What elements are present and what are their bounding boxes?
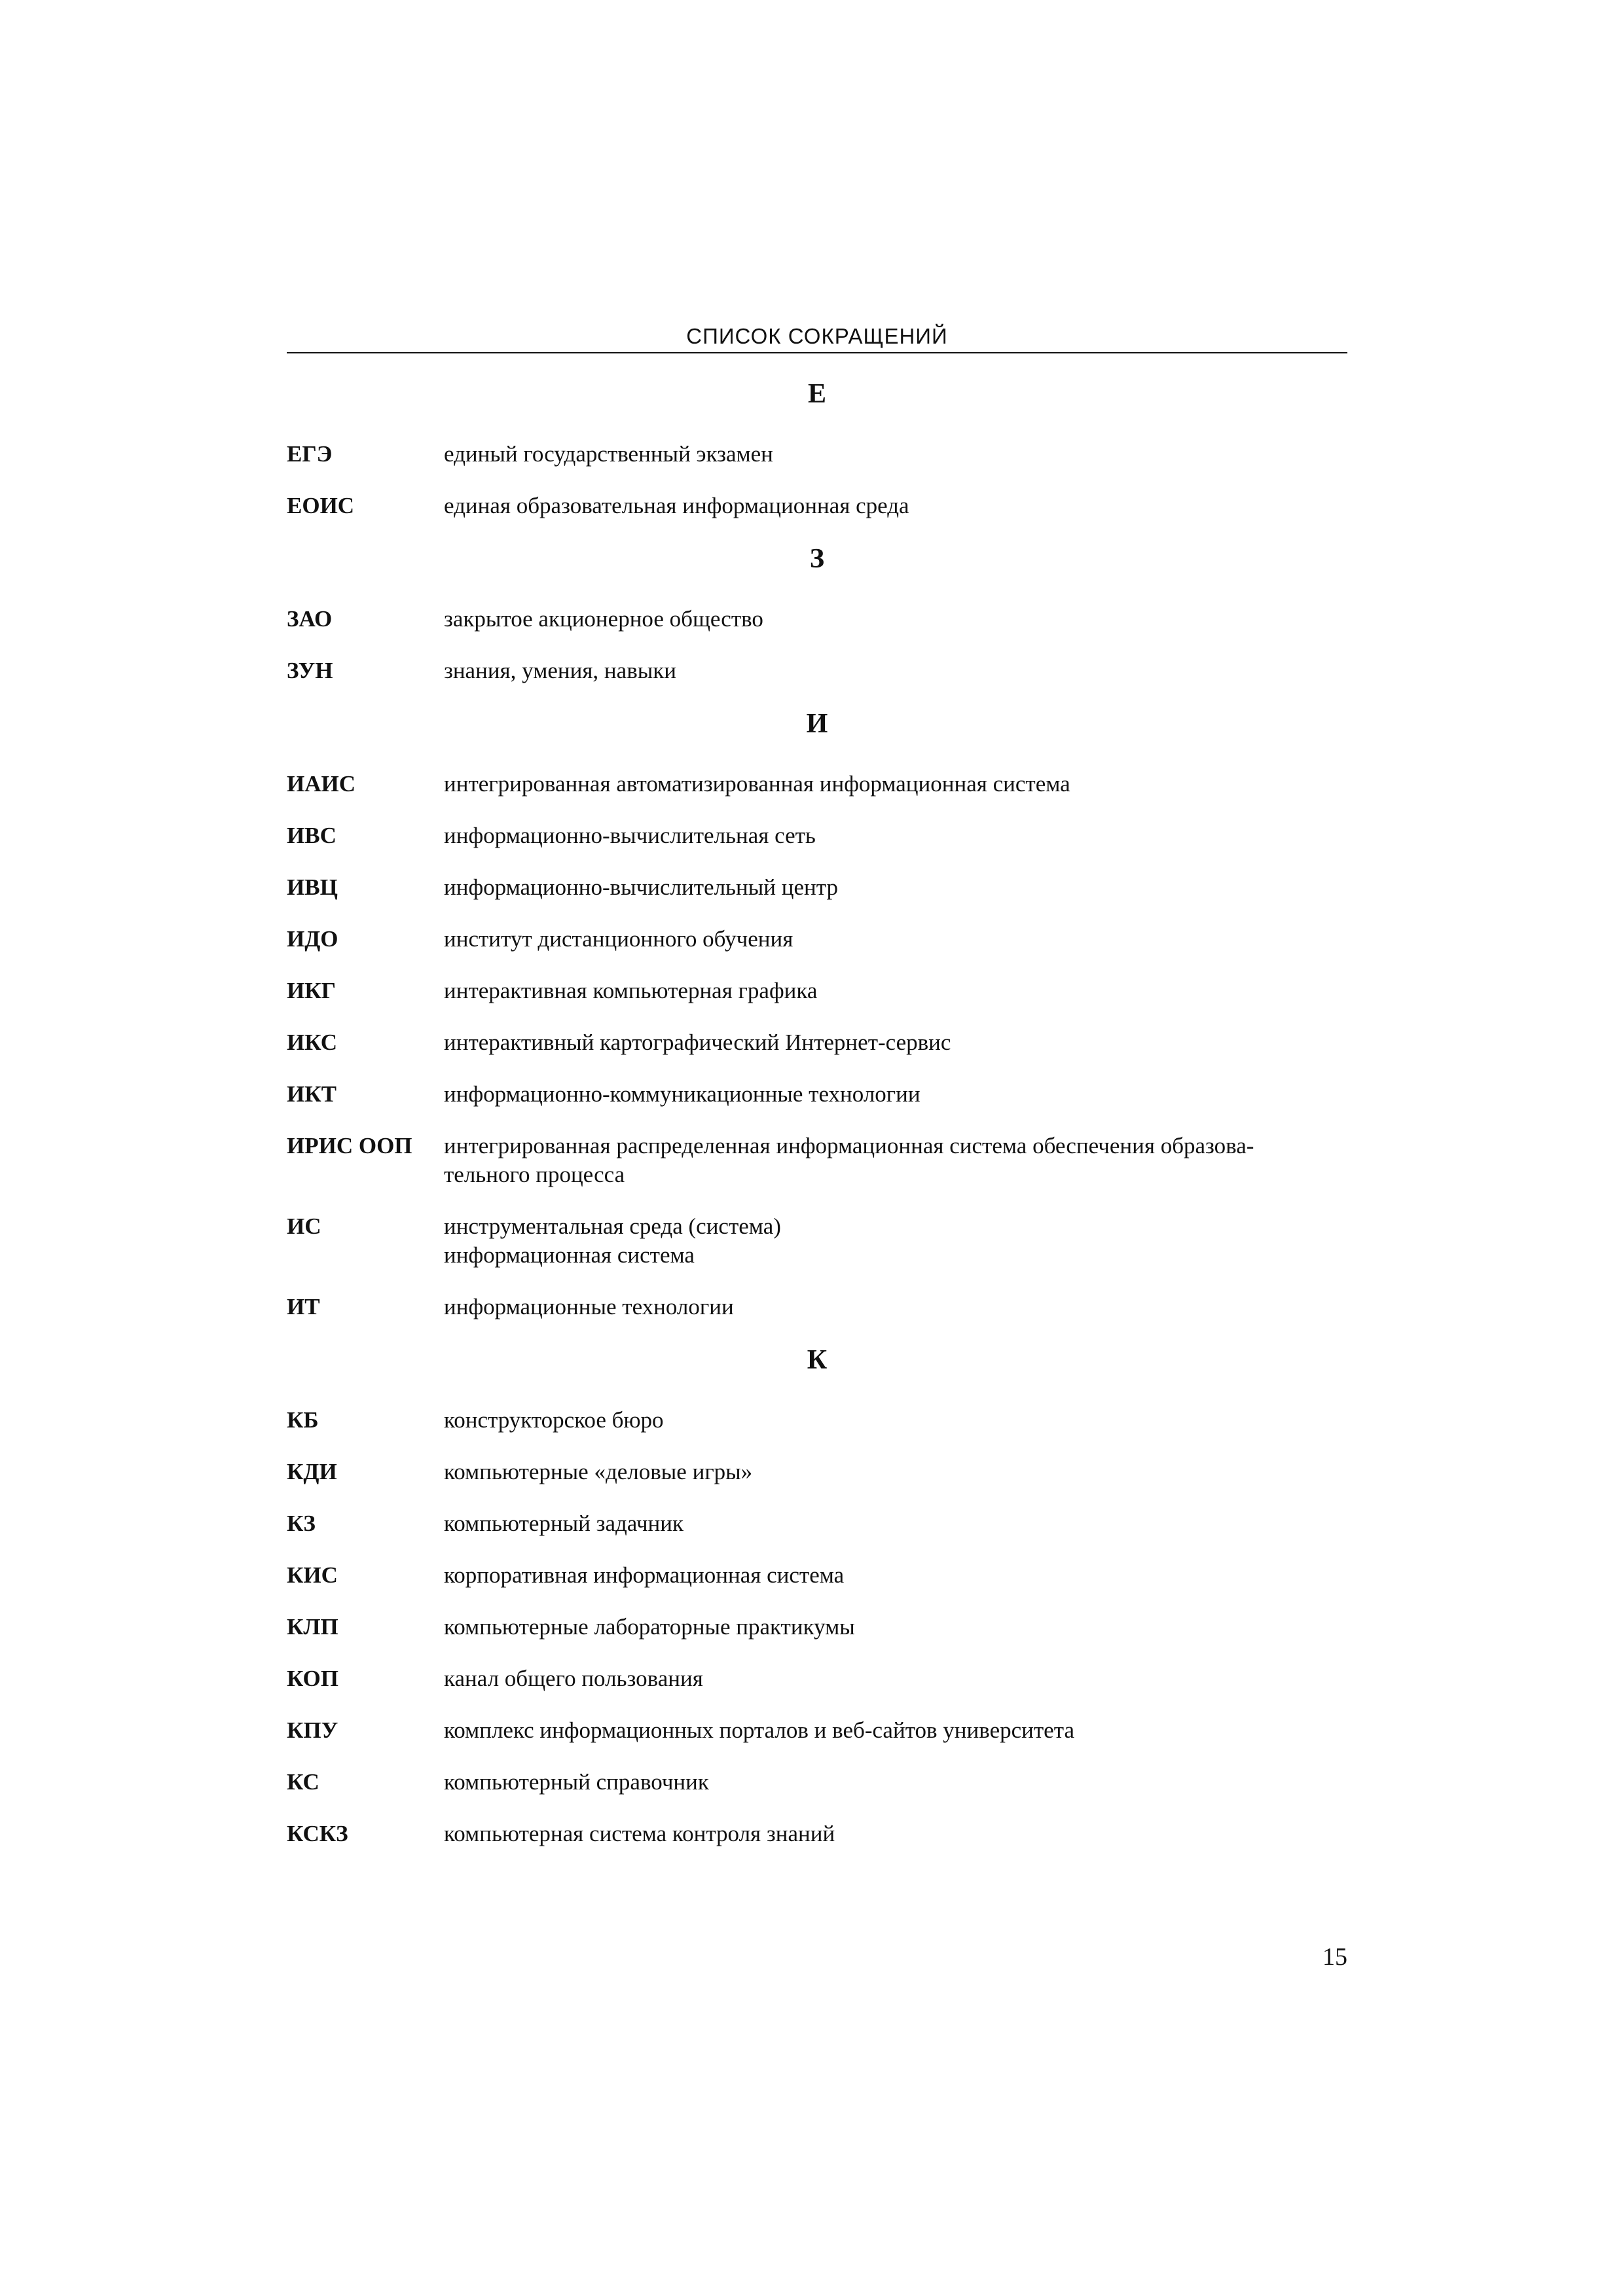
abbreviation: КИС <box>287 1562 338 1588</box>
definition-line: информационно-коммуникационные технологии <box>444 1081 921 1107</box>
abbreviation: КБ <box>287 1407 319 1433</box>
definition-line: комплекс информационных порталов и веб-сайтов университета <box>444 1717 1074 1743</box>
abbreviation-entry <box>287 873 1347 902</box>
definition-line: интерактивный картографический Интернет-сервис <box>444 1030 951 1055</box>
abbreviation-entry <box>287 1293 1347 1321</box>
abbreviation-entry <box>287 1716 1347 1745</box>
definition-line: единый государственный экзамен <box>444 441 773 467</box>
abbreviation: КСКЗ <box>287 1821 348 1846</box>
abbreviation-entry <box>287 492 1347 520</box>
abbreviation-list <box>287 378 1347 1848</box>
definition <box>444 492 1347 520</box>
abbreviation: ИС <box>287 1213 321 1239</box>
definition <box>444 1561 1347 1590</box>
section <box>287 378 1347 520</box>
definition-line: закрытое акционерное общество <box>444 606 763 632</box>
definition <box>444 1028 1347 1057</box>
definition <box>444 1080 1347 1109</box>
abbreviation: ИРИС ООП <box>287 1133 412 1158</box>
definition-line: информационная система <box>444 1242 695 1268</box>
abbreviation: ИВС <box>287 823 337 848</box>
definition-line: знания, умения, навыки <box>444 658 676 683</box>
abbreviation-entry <box>287 1820 1347 1848</box>
abbreviation-entry <box>287 977 1347 1005</box>
definition-line: единая образовательная информационная среда <box>444 493 909 518</box>
abbreviation-entry <box>287 1664 1347 1693</box>
definition <box>444 1716 1347 1745</box>
definition <box>444 873 1347 902</box>
definition <box>444 656 1347 685</box>
abbreviation: КОП <box>287 1666 338 1691</box>
abbreviation-entry <box>287 770 1347 798</box>
definition <box>444 1458 1347 1486</box>
abbreviation: ИКТ <box>287 1081 337 1107</box>
definition-line: канал общего пользования <box>444 1666 703 1691</box>
definition <box>444 925 1347 954</box>
definition-line: информационно-вычислительная сеть <box>444 823 816 848</box>
section <box>287 1344 1347 1848</box>
page-content <box>287 321 1347 1871</box>
definition-line: инструментальная среда (система) <box>444 1213 781 1239</box>
abbreviation: ИВЦ <box>287 874 338 900</box>
abbreviation: ИКГ <box>287 978 336 1003</box>
definition <box>444 440 1347 469</box>
definition <box>444 1509 1347 1538</box>
definition <box>444 1613 1347 1641</box>
abbreviation-entry <box>287 656 1347 685</box>
abbreviation: КПУ <box>287 1717 338 1743</box>
definition-line: компьютерные «деловые игры» <box>444 1459 753 1484</box>
definition-line: конструкторское бюро <box>444 1407 664 1433</box>
definition <box>444 605 1347 634</box>
definition-line: интерактивная компьютерная графика <box>444 978 818 1003</box>
definition <box>444 770 1347 798</box>
abbreviation-entry <box>287 1613 1347 1641</box>
definition-line: информационно-вычислительный центр <box>444 874 838 900</box>
definition-line: компьютерная система контроля знаний <box>444 1821 835 1846</box>
abbreviation-entry <box>287 1561 1347 1590</box>
abbreviation-entry <box>287 1406 1347 1435</box>
abbreviation: КЛП <box>287 1614 338 1640</box>
definition <box>444 1768 1347 1797</box>
abbreviation: ЕОИС <box>287 493 355 518</box>
header-rule <box>287 352 1347 353</box>
abbreviation: ИДО <box>287 926 338 952</box>
definition-line: тельного процесса <box>444 1162 625 1187</box>
section-letter: З <box>809 544 825 574</box>
definition <box>444 1293 1347 1321</box>
definition-line: интегрированная распределенная информационная система обеспечения образова- <box>444 1133 1254 1158</box>
definition-line: компьютерный справочник <box>444 1769 709 1795</box>
abbreviation-entry <box>287 1509 1347 1538</box>
abbreviation: ИКС <box>287 1030 338 1055</box>
section-letter: К <box>807 1345 828 1375</box>
definition <box>444 1132 1347 1189</box>
definition-line: компьютерные лабораторные практикумы <box>444 1614 855 1640</box>
definition-line: институт дистанционного обучения <box>444 926 793 952</box>
abbreviation: ИАИС <box>287 771 356 797</box>
definition <box>444 1406 1347 1435</box>
running-title: СПИСОК СОКРАЩЕНИЙ <box>686 324 948 348</box>
definition <box>444 977 1347 1005</box>
section-letter: Е <box>807 379 826 409</box>
definition <box>444 1820 1347 1848</box>
definition <box>444 821 1347 850</box>
page-number: 15 <box>1322 1943 1347 1971</box>
abbreviation-entry <box>287 1080 1347 1109</box>
abbreviation: ИТ <box>287 1294 320 1319</box>
abbreviation: КЗ <box>287 1511 316 1536</box>
abbreviation-entry <box>287 1458 1347 1486</box>
definition <box>444 1664 1347 1693</box>
abbreviation: КС <box>287 1769 319 1795</box>
abbreviation-entry <box>287 1132 1347 1189</box>
abbreviation-entry <box>287 1768 1347 1797</box>
abbreviation-entry <box>287 440 1347 469</box>
definition-line: интегрированная автоматизированная информационная система <box>444 771 1070 797</box>
section <box>287 543 1347 685</box>
definition-line: корпоративная информационная система <box>444 1562 845 1588</box>
definition <box>444 1212 1347 1270</box>
abbreviation-entry <box>287 925 1347 954</box>
abbreviation: ЕГЭ <box>287 441 333 467</box>
definition-line: информационные технологии <box>444 1294 734 1319</box>
abbreviation-entry <box>287 821 1347 850</box>
definition-line: компьютерный задачник <box>444 1511 684 1536</box>
abbreviation-entry <box>287 1028 1347 1057</box>
abbreviation-entry <box>287 605 1347 634</box>
section <box>287 708 1347 1321</box>
abbreviation: КДИ <box>287 1459 337 1484</box>
abbreviation-entry <box>287 1212 1347 1270</box>
abbreviation: ЗУН <box>287 658 333 683</box>
abbreviation: ЗАО <box>287 606 333 632</box>
section-letter: И <box>806 709 828 739</box>
